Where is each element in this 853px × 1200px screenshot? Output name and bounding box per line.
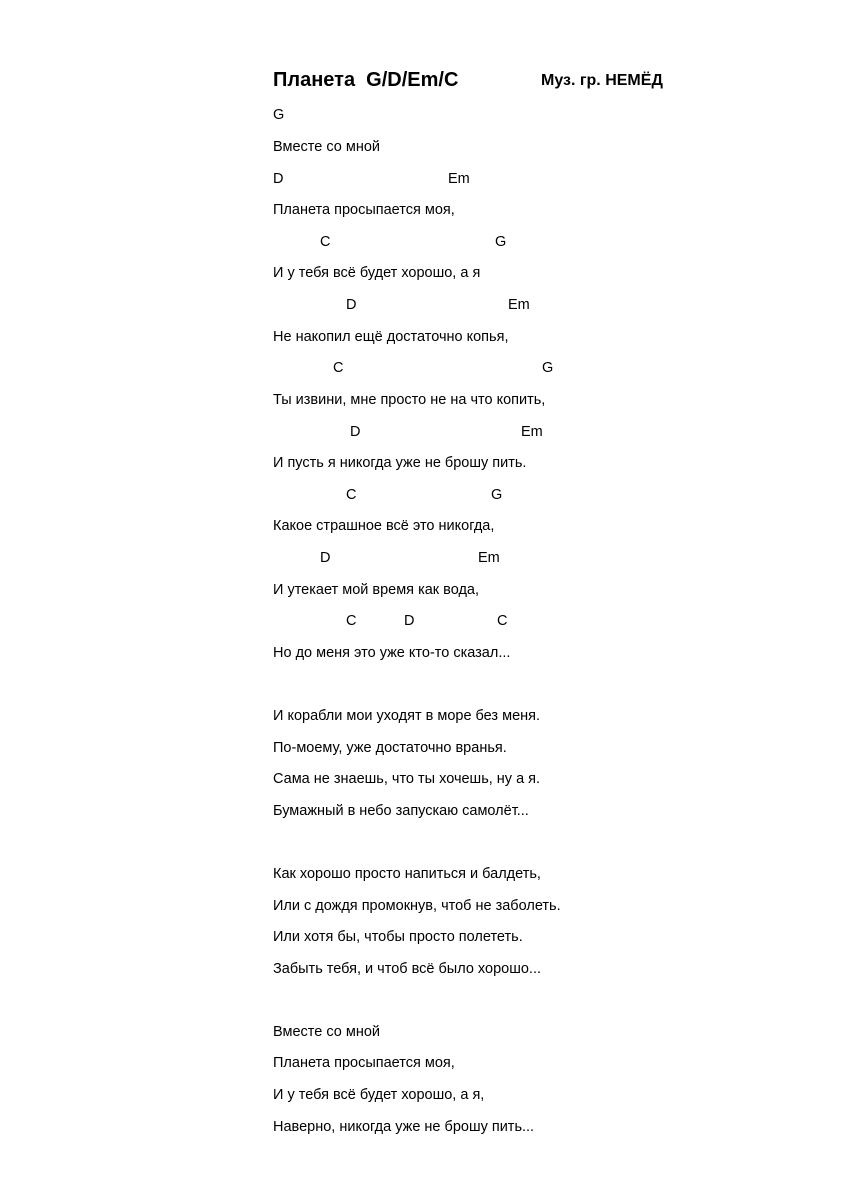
chord: Em [448,171,470,187]
lyric-line: Или с дождя промокнув, чтоб не заболеть. [273,898,561,914]
lyric-line: Забыть тебя, и чтоб всё было хорошо... [273,961,541,977]
lyric-line: Ты извини, мне просто не на что копить, [273,392,546,408]
lyric-line: Какое страшное всё это никогда, [273,518,495,534]
chord: D [350,424,361,440]
chord: Em [521,424,543,440]
chord: Em [508,297,530,313]
lyric-line: Планета просыпается моя, [273,1055,455,1071]
lyric-line: Наверно, никогда уже не брошу пить... [273,1119,535,1135]
chord: G [273,107,285,123]
lyric-line: И у тебя всё будет хорошо, а я [273,265,481,281]
song-author: Муз. гр. НЕМЁД [541,72,663,89]
chord: C [497,613,508,629]
lyric-line: И пусть я никогда уже не брошу пить. [273,455,527,471]
chord: G [491,487,503,503]
chord: G [495,234,507,250]
lyric-line: Вместе со мной [273,139,381,155]
lyric-line: И у тебя всё будет хорошо, а я, [273,1087,485,1103]
chord: C [346,487,357,503]
lyric-line: И утекает мой время как вода, [273,582,480,598]
lyric-line: Вместе со мной [273,1024,381,1040]
lyric-line: И корабли мои уходят в море без меня. [273,708,541,724]
chord: G [542,360,554,376]
chord: D [404,613,415,629]
lyric-line: Бумажный в небо запускаю самолёт... [273,803,529,819]
lyric-line: Как хорошо просто напиться и балдеть, [273,866,541,882]
lyric-line: Или хотя бы, чтобы просто полететь. [273,929,523,945]
chord: D [346,297,357,313]
lyric-line: Планета просыпается моя, [273,202,455,218]
chord: D [320,550,331,566]
lyric-line: Сама не знаешь, что ты хочешь, ну а я. [273,771,541,787]
lyric-line: По-моему, уже достаточно вранья. [273,740,507,756]
song-title: Планета G/D/Em/C [273,69,459,91]
lyric-line: Не накопил ещё достаточно копья, [273,329,509,345]
chord: Em [478,550,500,566]
chord: C [346,613,357,629]
chord: C [320,234,331,250]
chord: C [333,360,344,376]
chord: D [273,171,284,187]
lyric-line: Но до меня это уже кто-то сказал... [273,645,511,661]
